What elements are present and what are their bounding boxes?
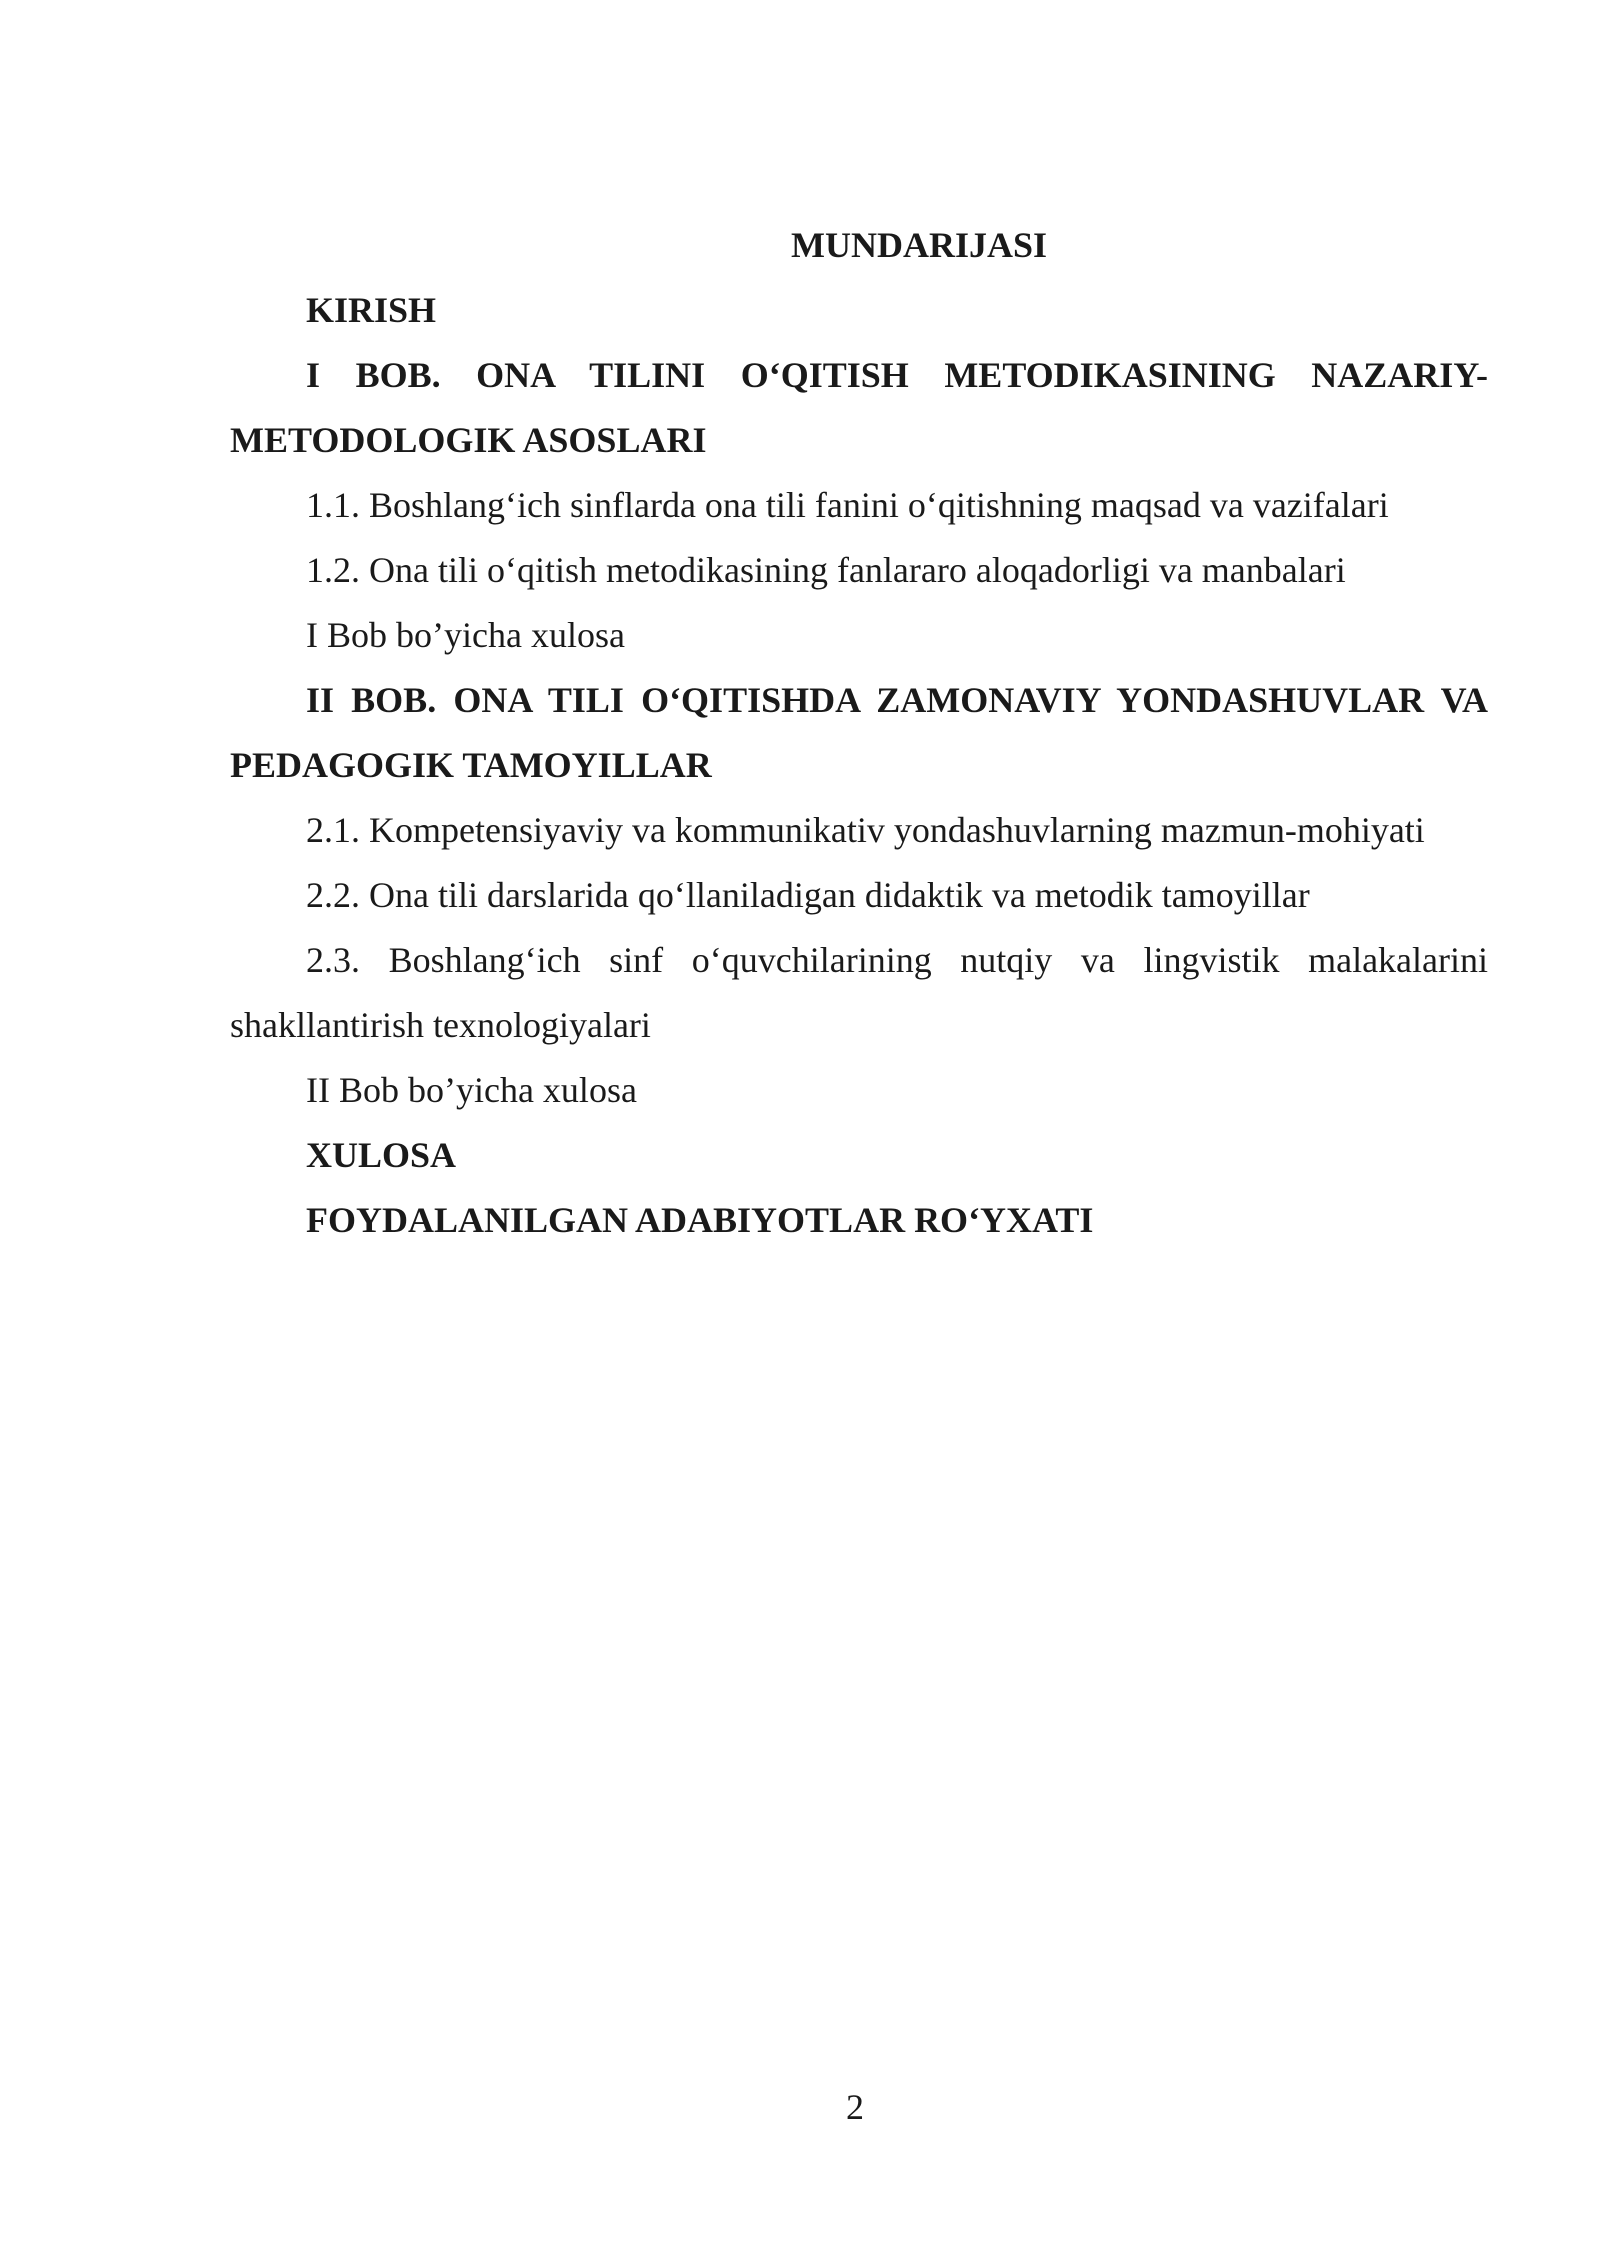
toc-entry-section-2-2: 2.2. Ona tili darslarida qo‘llaniladigan didaktik va metodik tamoyillar — [306, 875, 1310, 915]
toc-entry-chapter-2: II BOB. ONA TILI O‘QITISHDA ZAMONAVIY YONDASHUVLAR VA PEDAGOGIK TAMOYILLAR — [230, 680, 1488, 785]
toc-entry-chapter-1: I BOB. ONA TILINI O‘QITISH METODIKASINING NAZARIY-METODOLOGIK ASOSLARI — [230, 355, 1488, 460]
toc-entry-section-2-1: 2.1. Kompetensiyaviy va kommunikativ yondashuvlarning mazmun-mohiyati — [306, 810, 1425, 850]
page-number: 2 — [846, 2087, 864, 2127]
toc-entry-conclusion: XULOSA — [306, 1135, 457, 1175]
toc-entry-chapter-1-conclusion: I Bob bo’yicha xulosa — [306, 615, 625, 655]
toc-entry-section-2-3: 2.3. Boshlang‘ich sinf o‘quvchilarining nutqiy va lingvistik malakalarini shakllantirish texnologiyalari — [230, 940, 1488, 1045]
toc-entry-section-1-1: 1.1. Boshlang‘ich sinflarda ona tili fanini o‘qitishning maqsad va vazifalari — [306, 485, 1389, 525]
table-of-contents — [230, 213, 1488, 1253]
toc-entry-introduction: KIRISH — [306, 290, 437, 330]
toc-entry-chapter-2-conclusion: II Bob bo’yicha xulosa — [306, 1070, 637, 1110]
toc-entry-section-1-2: 1.2. Ona tili o‘qitish metodikasining fanlararo aloqadorligi va manbalari — [306, 550, 1346, 590]
toc-title: MUNDARIJASI — [790, 225, 1047, 265]
toc-entry-references: FOYDALANILGAN ADABIYOTLAR RO‘YXATI — [306, 1200, 1094, 1240]
